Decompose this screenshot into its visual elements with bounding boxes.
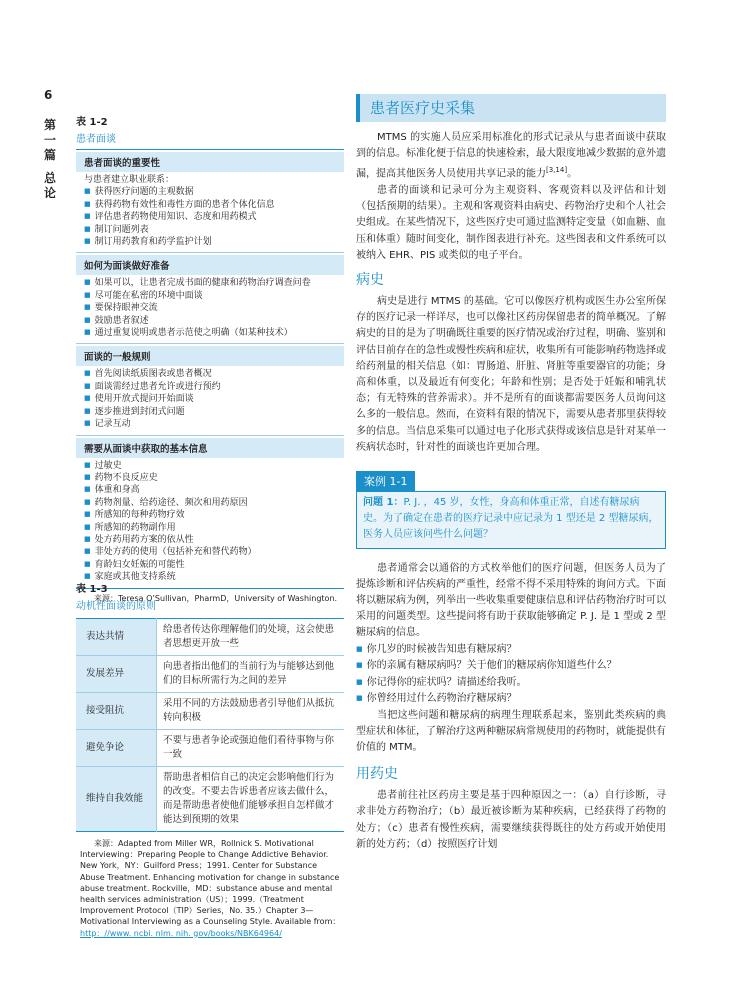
source-link[interactable]: http：//www. ncbi. nlm. nih. gov/books/NBK64964/ [80,928,282,938]
list-item: ■ 使用开放式提问开始面谈 [84,393,336,405]
list-item: ■ 你曾经用过什么药物治疗糖尿病？ [356,691,666,708]
citation: [3,14] [546,166,568,175]
case-text: P. J. ，45 岁，女性，身高和体重正常，自述有糖尿病史。为了确定在患者的医疗记录中应记录为 1 型还是 2 型糖尿病，医务人员应该问些什么问题？ [363,496,659,541]
part-label [42,118,58,201]
list-item: ■ 记录互动 [84,418,336,430]
list-item: ■ 所感知的每种药物疗效 [84,509,336,521]
source-text: 来源：Adapted from Miller WR，Rollnick S. Motivational Interviewing：Preparing People to Change Addictive Behavior. New York，NY：Guilford Press；1991. Center for Substance Abuse Treatment. Enhancing motivation for change in substance abuse treatment. Rockville，MD：substance abuse and mental health services administration（US）；1999.（Treatment Improvement Protocol（TIP）Series，No. 35.）Chapter 3—Motivational Interviewing as a Counseling Style. Available from： [80,839,341,927]
principle-key: 维持自我效能 [76,767,157,832]
list-item: ■ 尽可能在私密的环境中面谈 [84,290,336,302]
part-char: 第 [43,118,56,132]
section-heading: 面谈的一般规则 [76,346,344,366]
table-section [76,150,344,253]
list-item: ■ 非处方药的使用（包括补充和替代药物） [84,546,336,558]
table-label: 表 1-2 [76,117,108,128]
list-item: ■ 获得医疗问题的主观数据 [84,186,336,198]
principle-value: 帮助患者相信自己的决定会影响他们行为的改变。不要去告诉患者应该去做什么，而是帮助患者使他们能够承担自怎样做才能达到预期的效果 [163,772,335,825]
list-item: ■ 制订问题列表 [84,224,336,236]
table-section [76,436,344,588]
table-row [76,767,344,832]
part-char: 篇 [43,148,56,162]
question-list [356,642,666,708]
table-source: 来源：Teresa O’Sullivan，PharmD，University of Washington. [94,593,338,603]
list-item: ■ 所感知的药物副作用 [84,522,336,534]
list-item: ■ 你记得你的症状吗？请描述给我听。 [356,675,666,692]
part-char: 论 [43,186,56,200]
section-heading-history-taking: 患者医疗史采集 [356,94,666,122]
principle-value: 不要与患者争论或强迫他们看待事物与你一致 [157,730,345,767]
list-item: ■ 药物剂量、给药途径、频次和用药原因 [84,497,336,509]
part-char: 一 [43,133,56,147]
subheading-medication-history: 用药史 [356,766,398,783]
table-row [76,656,344,693]
table-source [76,838,344,939]
section-body [76,366,344,431]
table-body [76,149,344,589]
paragraph: 当把这些问题和糖尿病的病理生理联系起来，鉴别此类疾病的典型症状和体征，了解治疗这两种糖尿病常规使用的药物时，就能提供有价值的 MTM。 [356,709,666,754]
right-column [356,130,666,853]
list-item: ■ 如果可以，让患者完成书面的健康和药物治疗调查问卷 [84,277,336,289]
principle-value: 给患者传达你理解他们的处境，这会使患者思想更开放一些 [157,619,345,656]
list-item: ■ 首先阅读纸质图表或患者概况 [84,368,336,380]
section-heading: 如何为面谈做好准备 [76,255,344,275]
table-title: 动机性面谈的原则 [76,601,156,612]
list-item: ■ 面谈需经过患者允许或进行预约 [84,381,336,393]
section-body [76,458,344,585]
list-item: ■ 制订用药教育和药学监护计划 [84,236,336,248]
list-item: ■ 逐步推进到封闭式问题 [84,406,336,418]
section-heading: 需要从面谈中获取的基本信息 [76,438,344,458]
case-block [356,470,666,549]
table-row [76,619,344,656]
list-item: ■ 通过重复说明或患者示范使之明确（如某种技术） [84,327,336,339]
list-item: ■ 药物不良反应史 [84,472,336,484]
list-item: ■ 鼓励患者叙述 [84,315,336,327]
table-section [76,344,344,435]
page-number: 6 [44,88,53,102]
paragraph: 患者前往社区药房主要是基于四种原因之一：（a）自行诊断，寻求非处方药物治疗；（b）最近被诊断为某种疾病，已经获得了药物的处方；（c）患者有慢性疾病，需要继续获得既往的处方药或开始使用新的处方药；（d）按照医疗计划 [356,790,666,850]
paragraph: 患者通常会以通俗的方式枚举他们的医疗问题，但医务人员为了提炼诊断和评估疾病的严重性，经常不得不采用特殊的询问方式。下面将以糖尿病为例，列举出一些收集重要健康信息和评估药物治疗时可以采用的问题类型。这些提问将有助于获取能够确定 P. J. 是 1 型或 2 型糖尿病的信息。 [356,562,666,639]
paragraph: MTMS 的实施人员应采用标准化的形式记录从与患者面谈中获取到的信息。标准化便于信息的快速检索，最大限度地减少数据的意外遗漏，提高其他医务人员使用共享记录的能力[3,14]。 [356,132,666,180]
subheading-history: 病史 [356,271,384,288]
list-item: ■ 你的亲属有糖尿病吗？关于他们的糖尿病你知道些什么？ [356,658,666,675]
section-body [76,172,344,249]
list-item: ■ 你几岁的时候被告知患有糖尿病？ [356,642,666,659]
case-box [356,491,666,549]
principle-value: 向患者指出他们的当前行为与能够达到他们的目标所需行为之间的差异 [157,656,345,693]
table-section [76,253,344,344]
principle-key: 避免争论 [76,730,157,767]
case-question-label: 问题 1： [363,496,404,508]
list-item: ■ 处方药用药方案的依从性 [84,534,336,546]
part-char: 总 [43,171,56,185]
table-row [76,693,344,730]
section-heading: 患者面谈的重要性 [76,152,344,172]
principle-key: 接受阻抗 [76,693,157,730]
list-item: ■ 要保持眼神交流 [84,302,336,314]
list-item: ■ 育龄妇女妊娠的可能性 [84,559,336,571]
table-1-3 [76,580,344,939]
principle-key: 发展差异 [76,656,157,693]
table-label: 表 1-3 [76,584,108,595]
table-title: 患者面谈 [76,134,116,145]
list-item: ■ 评估患者药物使用知识、态度和用药模式 [84,211,336,223]
case-label: 案例 1-1 [356,471,415,491]
principle-value: 采用不同的方法鼓励患者引导他们从抵抗转向积极 [157,693,345,730]
list-item: ■ 获得药物有效性和毒性方面的患者个体化信息 [84,199,336,211]
table-1-2 [76,113,344,604]
section-body [76,275,344,340]
principle-key: 表达共情 [76,619,157,656]
list-item: ■ 体重和身高 [84,484,336,496]
list-item: ■ 家庭或其他支持系统 [84,571,336,583]
principles-table [76,618,344,832]
paragraph: 患者的面谈和记录可分为主观资料、客观资料以及评估和计划（包括预期的结果）。主观和客观资料由病史、药物治疗史和个人社会史组成。在某些情况下，这些医疗史可通过监测特定变量（如血糖、血压和体重）随时间变化，制作图表进行补充。这些图表和文件系统可以被纳入 EHR、PIS 或类似的电子平台。 [356,184,666,261]
table-row [76,730,344,767]
list-item: 与患者建立职业联系： [84,175,175,185]
list-item: ■ 过敏史 [84,460,336,472]
paragraph: 病史是进行 MTMS 的基础。它可以像医疗机构或医生办公室所保存的医疗记录一样详尽，也可以像社区药房保留患者的简单概况。了解病史的目的是为了明确既往重要的医疗情况或治疗过程，明确、鉴别和评估目前存在的急性或慢性疾病和症状，收集所有可能影响药物选择或给药剂量的相关信息（如：胃肠道、肝脏、肾脏等重要器官的功能；身高和体重，以及最近有何变化；年龄和性别；是否处于妊娠和哺乳状态；有无特殊的营养需求）。并不是所有的面谈都需要医务人员询问这么多的一般信息。然而，在资料有限的情况下，需要从患者那里获得较多的信息。当信息采集可以通过电子化形式获得或该信息是针对某单一疾病状态时，针对性的面谈也许更加合理。 [356,295,666,453]
